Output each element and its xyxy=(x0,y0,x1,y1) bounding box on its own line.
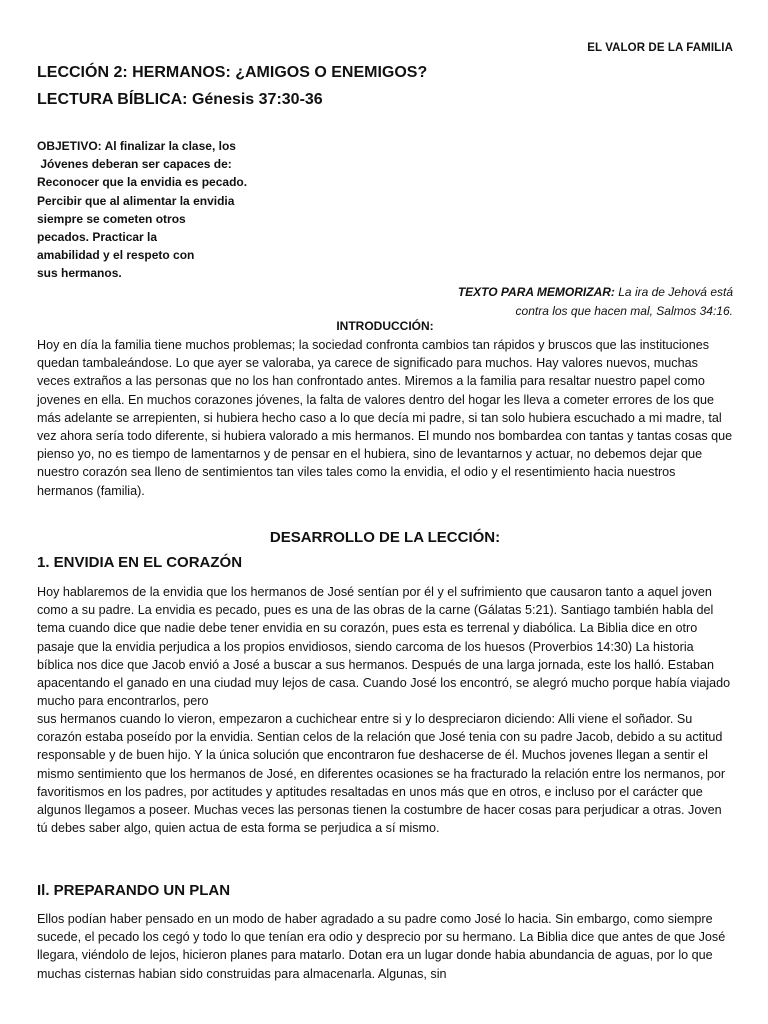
introduction-heading: INTRODUCCIÓN: xyxy=(336,319,434,333)
bible-reading: LECTURA BÍBLICA: Génesis 37:30-36 xyxy=(37,91,323,108)
objective-line: Percibir que al alimentar la envidia xyxy=(37,193,235,208)
development-heading: DESARROLLO DE LA LECCIÓN: xyxy=(269,529,501,546)
objective-line: amabilidad y el respeto con xyxy=(37,248,195,263)
memory-verse-label: TEXTO PARA MEMORIZAR: xyxy=(457,285,615,299)
objective-block xyxy=(37,137,277,283)
series-title: EL VALOR DE LA FAMILIA xyxy=(587,42,733,54)
introduction-paragraph: Hoy en día la familia tiene muchos problemas; la sociedad confronta cambios tan rápidos y bruscos que las instituciones quedan tambaleándose. Lo que ayer se valoraba, ya carece de significado para muchos. Hay valores nuevos, muchas veces extraños a las personas que no los han confrontado antes. Miremos a la familia para resaltar nuestro papel como jovenes en ella. En muchos corazones jóvenes, la falta de valores dentro del hogar les lleva a cometer errores de los que más adelante se arrepienten, si hubiera hecho caso a lo que decía mi padre, si tan solo hubiera escuchado a mi madre, tal vez ahora sería todo diferente, si hubiera valorado a mis hermanos. El mundo nos bombardea con tantas y tantas cosas que pienso yo, no es tiempo de lamentarnos y de pensar en el hubiera, sino de levantarnos y actuar, no debemos dejar que nuestro corazón sea lleno de sentimientos tan viles tales como la envidia, el odio y el resentimiento hacia nuestros hermanos (familia). xyxy=(37,338,733,498)
objective-line: Reconocer que la envidia es pecado. xyxy=(37,175,248,190)
section-2-paragraph: Ellos podían haber pensado en un modo de haber agradado a su padre como José lo hacia. Sin embargo, como siempre sucede, el pecado los cegó y todo lo que tenían era odio y desprecio por su hermano. La Biblia dice que antes de que José llegara, viéndolo de lejos, hicieron planes para matarlo. Dotan era un lugar donde habia abundancia de aguas, por lo que muchas cisternas habian sido construidas para almacenarla. Algunas, sin xyxy=(37,912,726,981)
memory-verse-text: La ira de Jehová está contra los que hacen mal, Salmos 34:16. xyxy=(515,285,733,318)
memory-verse xyxy=(443,283,733,321)
section-1-paragraph: Hoy hablaremos de la envidia que los hermanos de José sentían por él y el sufrimiento que causaron tanto a aquel joven como a su padre. La envidia es pecado, pues es una de las obras de la carne (Gálatas 5:21). Santiago también habla del tema cuando dice que nadie debe tener envidia en su corazón, pues esta es terrenal y diabólica. La Biblia dice en otro pasaje que la envidia perjudica a los propios envidiosos, siendo carcoma de los huesos (Proverbios 14:30) La historia bíblica nos dice que Jacob envió a José a buscar a sus hermanos. Después de una larga jornada, este los halló. Estaban apacentando el ganado en una ciudad muy lejos de casa. Cuando José los encontró, se alegró mucho porque había viajado mucho para encontrarlos, pero xyxy=(37,585,731,709)
section-1-heading: 1. ENVIDIA EN EL CORAZÓN xyxy=(37,554,243,571)
objective-line: OBJETIVO: Al finalizar la clase, los xyxy=(37,139,236,153)
objective-line: pecados. Practicar la xyxy=(37,230,158,245)
objective-line: siempre se cometen otros xyxy=(37,211,186,226)
section-1-paragraph-continued: sus hermanos cuando lo vieron, empezaron a cuchichear entre si y lo despreciaron diciendo: Alli viene el soñador. Su corazón estaba poseído por la envidia. Sentian celos de la relación que José tenia con su padre Jacob, debido a su actitud responsable y de buen hijo. Y la única solución que encontraron fue deshacerse de él. Muchos jovenes llegan a sentir el mismo sentimiento que los hermanos de José, en diferentes ocasiones se ha fracturado la relación entre los nermanos, por favoritismos en los padres, por actitudes y aptitudes resaltadas en unos más que en otros, e incluso por el carácter que algunos llegamos a poseer. Muchas veces las personas tienen la costumbre de hacer cosas para perjudicar a otras. Joven tú debes saber algo, quien actua de esta forma se perjudica a sí mismo. xyxy=(37,712,726,836)
lesson-title: LECCIÓN 2: HERMANOS: ¿AMIGOS O ENEMIGOS? xyxy=(37,64,428,81)
objective-line: sus hermanos. xyxy=(37,266,122,281)
section-2-heading: Il. PREPARANDO UN PLAN xyxy=(37,882,231,899)
objective-line: Jóvenes deberan ser capaces de: xyxy=(37,157,232,172)
